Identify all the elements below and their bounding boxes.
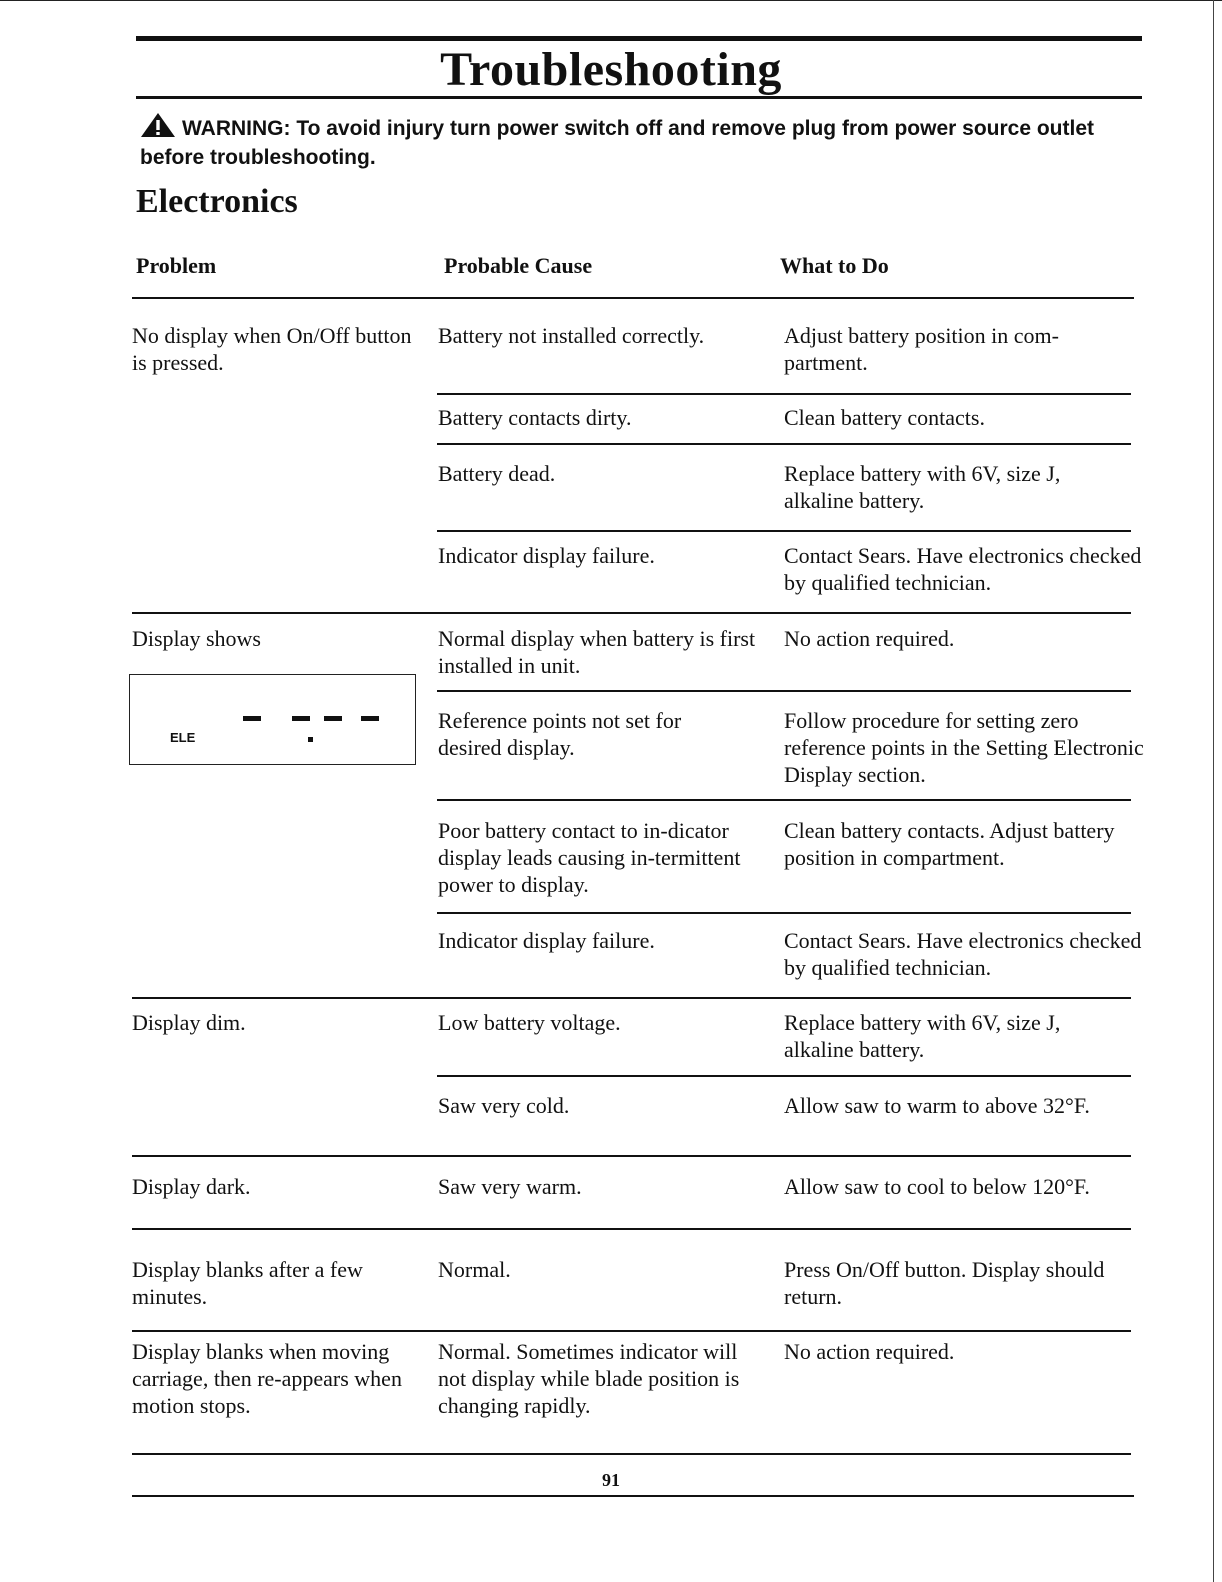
row-divider (437, 393, 1131, 395)
action-cell: Clean battery contacts. (784, 405, 985, 430)
header-problem: Problem (136, 253, 217, 278)
page-number: 91 (602, 1470, 620, 1490)
group-divider (132, 1155, 1131, 1157)
problem-cell: Display blanks after a few minutes. (132, 1257, 363, 1309)
cause-cell: Normal display when battery is first installed in unit. (438, 626, 756, 678)
header-cause: Probable Cause (444, 253, 593, 278)
display-dash (324, 716, 342, 721)
action-cell: Adjust battery position in com-partment. (784, 323, 1059, 375)
problem-cell: Display dim. (132, 1010, 246, 1035)
cause-cell: Battery not installed correctly. (438, 323, 705, 348)
footer-rule (132, 1495, 1134, 1497)
cause-cell: Saw very cold. (438, 1093, 570, 1118)
cause-cell: Reference points not set for desired display. (438, 708, 682, 760)
warning-text: WARNING: To avoid injury turn power switch off and remove plug from power source outlet before troubleshooting. (140, 117, 1095, 169)
action-cell: Allow saw to cool to below 120°F. (784, 1174, 1090, 1199)
header-rule (132, 297, 1134, 299)
cause-cell: Poor battery contact to in-dicator display leads causing in-termittent power to display. (438, 818, 741, 897)
display-dash (292, 716, 310, 721)
page-edge-right (1213, 0, 1214, 1582)
display-label: ELE (170, 730, 196, 745)
row-divider (437, 799, 1131, 801)
display-dash (361, 716, 379, 721)
cause-cell: Low battery voltage. (438, 1010, 621, 1035)
action-cell: Contact Sears. Have electronics checked by qualified technician. (784, 928, 1142, 980)
row-divider (437, 443, 1131, 445)
cause-cell: Battery dead. (438, 461, 556, 486)
page-edge-top (0, 0, 1222, 1)
section-title: Electronics (136, 183, 298, 220)
action-cell: Press On/Off button. Display should return. (784, 1257, 1105, 1309)
row-divider (437, 912, 1131, 914)
row-divider (437, 530, 1131, 532)
action-cell: Replace battery with 6V, size J, alkaline battery. (784, 1010, 1061, 1062)
cause-cell: Indicator display failure. (438, 928, 655, 953)
group-divider (132, 612, 1131, 614)
action-cell: Replace battery with 6V, size J, alkaline battery. (784, 461, 1061, 513)
action-cell: No action required. (784, 1339, 955, 1364)
action-cell: Follow procedure for setting zero reference points in the Setting Electronic Display section. (784, 708, 1144, 787)
group-divider (132, 1228, 1131, 1230)
action-cell: Clean battery contacts. Adjust battery position in compartment. (784, 818, 1115, 870)
group-divider (132, 1330, 1131, 1332)
warning-triangle-icon (140, 112, 176, 138)
cause-cell: Battery contacts dirty. (438, 405, 632, 430)
row-divider (437, 1075, 1131, 1077)
problem-cell: Display dark. (132, 1174, 251, 1199)
cause-cell: Indicator display failure. (438, 543, 655, 568)
action-cell: No action required. (784, 626, 955, 651)
display-figure (129, 674, 416, 765)
warning-notice (140, 112, 1140, 172)
page-title: Troubleshooting (440, 43, 782, 96)
cause-cell: Saw very warm. (438, 1174, 582, 1199)
display-dash (243, 716, 261, 721)
action-cell: Contact Sears. Have electronics checked by qualified technician. (784, 543, 1142, 595)
problem-cell: No display when On/Off button is pressed. (132, 323, 412, 375)
title-rule (136, 96, 1142, 99)
header-action: What to Do (780, 253, 889, 278)
problem-cell: Display blanks when moving carriage, then re-appears when motion stops. (132, 1339, 402, 1418)
table-bottom-rule (132, 1453, 1131, 1455)
problem-cell: Display shows (132, 626, 261, 651)
cause-cell: Normal. Sometimes indicator will not display while blade position is changing rapidly. (438, 1339, 740, 1418)
cause-cell: Normal. (438, 1257, 511, 1282)
display-decimal-point (308, 737, 313, 742)
action-cell: Allow saw to warm to above 32°F. (784, 1093, 1090, 1118)
row-divider (437, 690, 1131, 692)
group-divider (132, 997, 1131, 999)
